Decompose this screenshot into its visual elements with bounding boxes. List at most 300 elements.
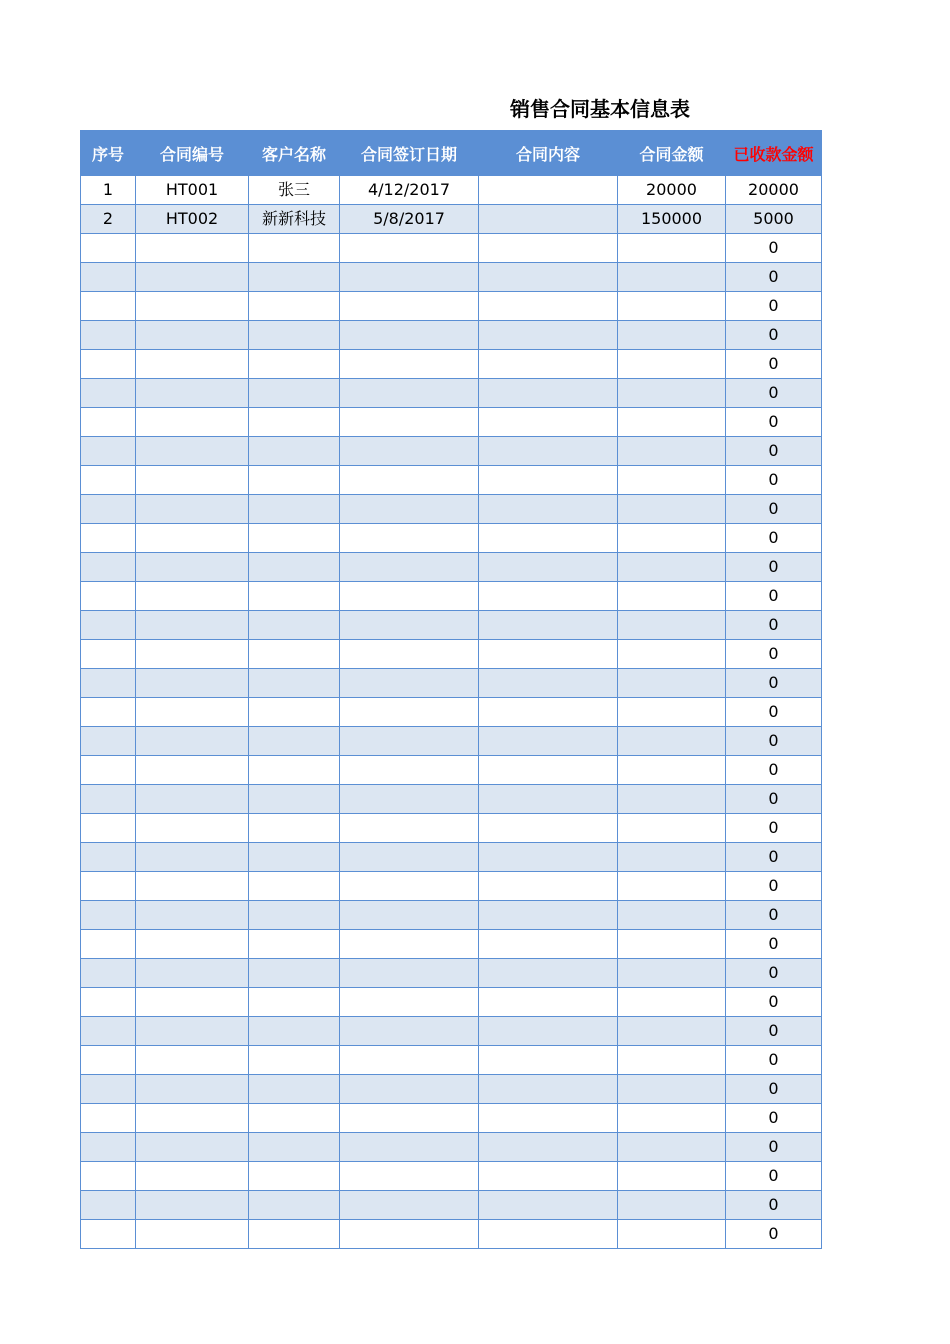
cell-contract-content[interactable] [479, 1075, 618, 1104]
cell-sign-date[interactable] [340, 669, 479, 698]
cell-index[interactable] [81, 466, 136, 495]
cell-index[interactable] [81, 408, 136, 437]
cell-contract-content[interactable] [479, 176, 618, 205]
cell-sign-date[interactable] [340, 930, 479, 959]
table-row [81, 524, 822, 553]
cell-customer-name[interactable] [249, 785, 340, 814]
cell-received-amount[interactable]: 0 [726, 669, 822, 698]
cell-contract-amount[interactable] [618, 408, 726, 437]
cell-index[interactable] [81, 756, 136, 785]
cell-contract-content[interactable] [479, 582, 618, 611]
cell-received-amount[interactable]: 0 [726, 1104, 822, 1133]
cell-contract-content[interactable] [479, 640, 618, 669]
cell-contract-content[interactable] [479, 1046, 618, 1075]
cell-contract-amount[interactable] [618, 263, 726, 292]
cell-sign-date[interactable] [340, 785, 479, 814]
cell-index[interactable] [81, 582, 136, 611]
cell-sign-date[interactable] [340, 988, 479, 1017]
header-row [81, 131, 822, 176]
cell-customer-name[interactable] [249, 901, 340, 930]
cell-index[interactable] [81, 611, 136, 640]
cell-sign-date[interactable] [340, 640, 479, 669]
cell-sign-date[interactable] [340, 959, 479, 988]
cell-received-amount[interactable]: 0 [726, 437, 822, 466]
cell-contract-no[interactable] [136, 756, 249, 785]
cell-contract-no[interactable] [136, 292, 249, 321]
cell-customer-name[interactable] [249, 872, 340, 901]
sheet-title: 销售合同基本信息表 [510, 97, 690, 121]
cell-sign-date[interactable] [340, 350, 479, 379]
cell-contract-amount[interactable] [618, 756, 726, 785]
table-row [81, 408, 822, 437]
cell-contract-content[interactable] [479, 843, 618, 872]
cell-contract-no[interactable] [136, 234, 249, 263]
cell-contract-content[interactable] [479, 727, 618, 756]
cell-customer-name[interactable] [249, 756, 340, 785]
cell-index[interactable] [81, 437, 136, 466]
cell-index[interactable] [81, 959, 136, 988]
cell-received-amount[interactable]: 0 [726, 640, 822, 669]
cell-contract-no[interactable] [136, 698, 249, 727]
cell-contract-amount[interactable] [618, 1220, 726, 1249]
cell-contract-content[interactable] [479, 611, 618, 640]
cell-contract-amount[interactable] [618, 901, 726, 930]
cell-index[interactable] [81, 524, 136, 553]
header-cell-customer-name[interactable]: 客户名称 [249, 131, 340, 176]
cell-received-amount[interactable]: 0 [726, 1075, 822, 1104]
cell-contract-amount[interactable] [618, 785, 726, 814]
cell-received-amount[interactable]: 0 [726, 524, 822, 553]
cell-contract-content[interactable] [479, 321, 618, 350]
cell-contract-content[interactable] [479, 379, 618, 408]
header-cell-contract-no[interactable]: 合同编号 [136, 131, 249, 176]
cell-contract-content[interactable] [479, 437, 618, 466]
cell-index[interactable] [81, 1075, 136, 1104]
cell-customer-name[interactable] [249, 495, 340, 524]
cell-contract-no[interactable] [136, 640, 249, 669]
cell-contract-amount[interactable] [618, 1017, 726, 1046]
cell-received-amount[interactable]: 0 [726, 1017, 822, 1046]
cell-received-amount[interactable]: 0 [726, 1162, 822, 1191]
cell-contract-amount[interactable] [618, 553, 726, 582]
cell-customer-name[interactable] [249, 727, 340, 756]
cell-received-amount[interactable]: 20000 [726, 176, 822, 205]
cell-customer-name[interactable] [249, 640, 340, 669]
cell-contract-no[interactable] [136, 930, 249, 959]
cell-customer-name[interactable] [249, 350, 340, 379]
cell-sign-date[interactable] [340, 234, 479, 263]
table-row [81, 263, 822, 292]
cell-received-amount[interactable]: 0 [726, 350, 822, 379]
table-row [81, 959, 822, 988]
cell-received-amount[interactable]: 0 [726, 814, 822, 843]
cell-contract-no[interactable] [136, 553, 249, 582]
cell-contract-amount[interactable] [618, 959, 726, 988]
cell-contract-content[interactable] [479, 669, 618, 698]
cell-contract-content[interactable] [479, 1104, 618, 1133]
cell-received-amount[interactable]: 0 [726, 872, 822, 901]
cell-customer-name[interactable]: 张三 [249, 176, 340, 205]
cell-received-amount[interactable]: 0 [726, 1046, 822, 1075]
cell-contract-no[interactable] [136, 1162, 249, 1191]
cell-received-amount[interactable]: 0 [726, 785, 822, 814]
cell-contract-content[interactable] [479, 1191, 618, 1220]
cell-contract-amount[interactable] [618, 437, 726, 466]
table-row [81, 495, 822, 524]
cell-sign-date[interactable] [340, 1133, 479, 1162]
cell-customer-name[interactable] [249, 698, 340, 727]
cell-contract-amount[interactable] [618, 698, 726, 727]
table-row [81, 176, 822, 205]
cell-customer-name[interactable] [249, 669, 340, 698]
cell-sign-date[interactable] [340, 901, 479, 930]
cell-contract-amount[interactable] [618, 1104, 726, 1133]
cell-contract-no[interactable] [136, 1133, 249, 1162]
cell-index[interactable] [81, 1162, 136, 1191]
cell-received-amount[interactable]: 0 [726, 611, 822, 640]
cell-contract-no[interactable] [136, 437, 249, 466]
cell-received-amount[interactable]: 5000 [726, 205, 822, 234]
cell-index[interactable] [81, 843, 136, 872]
cell-received-amount[interactable]: 0 [726, 698, 822, 727]
cell-received-amount[interactable]: 0 [726, 901, 822, 930]
cell-sign-date[interactable] [340, 1191, 479, 1220]
cell-received-amount[interactable]: 0 [726, 234, 822, 263]
cell-received-amount[interactable]: 0 [726, 727, 822, 756]
cell-contract-amount[interactable] [618, 321, 726, 350]
cell-received-amount[interactable]: 0 [726, 1220, 822, 1249]
cell-received-amount[interactable]: 0 [726, 959, 822, 988]
cell-contract-content[interactable] [479, 408, 618, 437]
header-cell-contract-content[interactable]: 合同内容 [479, 131, 618, 176]
table-row [81, 292, 822, 321]
cell-contract-content[interactable] [479, 553, 618, 582]
cell-contract-amount[interactable] [618, 727, 726, 756]
table-row [81, 988, 822, 1017]
cell-sign-date[interactable] [340, 379, 479, 408]
cell-contract-no[interactable] [136, 1191, 249, 1220]
table-row [81, 437, 822, 466]
cell-sign-date[interactable] [340, 1162, 479, 1191]
cell-contract-no[interactable] [136, 785, 249, 814]
cell-contract-content[interactable] [479, 350, 618, 379]
cell-sign-date[interactable] [340, 756, 479, 785]
header-cell-received-amount[interactable]: 已收款金额 [726, 131, 822, 176]
table-row [81, 814, 822, 843]
cell-contract-content[interactable] [479, 205, 618, 234]
cell-customer-name[interactable] [249, 1220, 340, 1249]
cell-contract-content[interactable] [479, 263, 618, 292]
cell-index[interactable] [81, 263, 136, 292]
cell-sign-date[interactable]: 5/8/2017 [340, 205, 479, 234]
cell-received-amount[interactable]: 0 [726, 1191, 822, 1220]
cell-contract-amount[interactable] [618, 379, 726, 408]
cell-contract-no[interactable] [136, 959, 249, 988]
cell-contract-content[interactable] [479, 1220, 618, 1249]
cell-contract-no[interactable] [136, 1220, 249, 1249]
cell-index[interactable] [81, 292, 136, 321]
cell-customer-name[interactable] [249, 408, 340, 437]
cell-index[interactable] [81, 727, 136, 756]
cell-customer-name[interactable] [249, 1162, 340, 1191]
cell-sign-date[interactable] [340, 408, 479, 437]
cell-contract-no[interactable] [136, 872, 249, 901]
cell-contract-no[interactable] [136, 1104, 249, 1133]
cell-sign-date[interactable] [340, 1104, 479, 1133]
cell-contract-amount[interactable] [618, 1046, 726, 1075]
cell-contract-content[interactable] [479, 814, 618, 843]
cell-contract-content[interactable] [479, 292, 618, 321]
cell-contract-content[interactable] [479, 1017, 618, 1046]
cell-received-amount[interactable]: 0 [726, 582, 822, 611]
cell-customer-name[interactable] [249, 930, 340, 959]
table-row [81, 669, 822, 698]
cell-contract-content[interactable] [479, 234, 618, 263]
cell-sign-date[interactable] [340, 466, 479, 495]
table-body [81, 176, 822, 1249]
cell-sign-date[interactable] [340, 814, 479, 843]
cell-sign-date[interactable] [340, 727, 479, 756]
cell-sign-date[interactable] [340, 611, 479, 640]
cell-customer-name[interactable] [249, 814, 340, 843]
cell-customer-name[interactable] [249, 959, 340, 988]
cell-contract-content[interactable] [479, 1133, 618, 1162]
cell-sign-date[interactable] [340, 292, 479, 321]
cell-contract-amount[interactable] [618, 930, 726, 959]
table-row [81, 698, 822, 727]
cell-contract-no[interactable] [136, 263, 249, 292]
cell-customer-name[interactable] [249, 379, 340, 408]
table-row [81, 350, 822, 379]
cell-contract-no[interactable] [136, 495, 249, 524]
cell-received-amount[interactable]: 0 [726, 843, 822, 872]
cell-sign-date[interactable] [340, 843, 479, 872]
table-row [81, 466, 822, 495]
cell-index[interactable] [81, 930, 136, 959]
table-row [81, 843, 822, 872]
cell-index[interactable]: 2 [81, 205, 136, 234]
cell-contract-no[interactable] [136, 321, 249, 350]
cell-customer-name[interactable] [249, 1133, 340, 1162]
cell-contract-amount[interactable] [618, 669, 726, 698]
cell-sign-date[interactable] [340, 263, 479, 292]
cell-contract-no[interactable] [136, 901, 249, 930]
cell-index[interactable] [81, 1046, 136, 1075]
table-row [81, 727, 822, 756]
cell-contract-amount[interactable] [618, 350, 726, 379]
cell-customer-name[interactable] [249, 1104, 340, 1133]
cell-received-amount[interactable]: 0 [726, 930, 822, 959]
cell-contract-amount[interactable] [618, 843, 726, 872]
cell-customer-name[interactable] [249, 234, 340, 263]
cell-contract-amount[interactable] [618, 872, 726, 901]
cell-sign-date[interactable] [340, 872, 479, 901]
cell-index[interactable] [81, 1220, 136, 1249]
cell-sign-date[interactable]: 4/12/2017 [340, 176, 479, 205]
table-row [81, 901, 822, 930]
cell-contract-amount[interactable] [618, 1133, 726, 1162]
cell-index[interactable] [81, 872, 136, 901]
table-row [81, 872, 822, 901]
cell-customer-name[interactable] [249, 524, 340, 553]
cell-contract-amount[interactable] [618, 1162, 726, 1191]
cell-received-amount[interactable]: 0 [726, 1133, 822, 1162]
cell-contract-no[interactable] [136, 466, 249, 495]
cell-index[interactable] [81, 1191, 136, 1220]
cell-contract-no[interactable] [136, 1046, 249, 1075]
cell-contract-no[interactable] [136, 1017, 249, 1046]
cell-contract-no[interactable] [136, 524, 249, 553]
table-row [81, 640, 822, 669]
cell-customer-name[interactable] [249, 437, 340, 466]
cell-contract-no[interactable] [136, 350, 249, 379]
table-row [81, 582, 822, 611]
cell-received-amount[interactable]: 0 [726, 379, 822, 408]
cell-customer-name[interactable] [249, 1046, 340, 1075]
cell-customer-name[interactable] [249, 843, 340, 872]
cell-contract-content[interactable] [479, 959, 618, 988]
cell-index[interactable] [81, 669, 136, 698]
cell-index[interactable] [81, 988, 136, 1017]
cell-index[interactable] [81, 379, 136, 408]
cell-sign-date[interactable] [340, 495, 479, 524]
cell-received-amount[interactable]: 0 [726, 466, 822, 495]
cell-customer-name[interactable] [249, 582, 340, 611]
cell-contract-amount[interactable] [618, 640, 726, 669]
cell-contract-content[interactable] [479, 1162, 618, 1191]
cell-index[interactable]: 1 [81, 176, 136, 205]
table-row [81, 756, 822, 785]
cell-contract-content[interactable] [479, 698, 618, 727]
cell-customer-name[interactable] [249, 466, 340, 495]
cell-contract-amount[interactable]: 20000 [618, 176, 726, 205]
cell-contract-content[interactable] [479, 524, 618, 553]
cell-contract-amount[interactable] [618, 988, 726, 1017]
cell-index[interactable] [81, 785, 136, 814]
cell-index[interactable] [81, 350, 136, 379]
cell-contract-amount[interactable] [618, 495, 726, 524]
cell-index[interactable] [81, 901, 136, 930]
cell-contract-no[interactable] [136, 408, 249, 437]
cell-sign-date[interactable] [340, 698, 479, 727]
cell-contract-amount[interactable] [618, 234, 726, 263]
cell-contract-no[interactable] [136, 611, 249, 640]
contract-table [80, 130, 822, 1249]
cell-customer-name[interactable] [249, 611, 340, 640]
cell-index[interactable] [81, 321, 136, 350]
cell-sign-date[interactable] [340, 1046, 479, 1075]
cell-contract-no[interactable] [136, 988, 249, 1017]
cell-contract-no[interactable] [136, 814, 249, 843]
table-row [81, 930, 822, 959]
cell-received-amount[interactable]: 0 [726, 756, 822, 785]
cell-contract-amount[interactable] [618, 1075, 726, 1104]
cell-index[interactable] [81, 1104, 136, 1133]
cell-sign-date[interactable] [340, 1017, 479, 1046]
table-row [81, 785, 822, 814]
cell-contract-amount[interactable] [618, 466, 726, 495]
cell-sign-date[interactable] [340, 582, 479, 611]
cell-received-amount[interactable]: 0 [726, 321, 822, 350]
cell-received-amount[interactable]: 0 [726, 495, 822, 524]
cell-customer-name[interactable] [249, 553, 340, 582]
table-row [81, 1220, 822, 1249]
cell-index[interactable] [81, 640, 136, 669]
table-row [81, 234, 822, 263]
header-cell-contract-amount[interactable]: 合同金额 [618, 131, 726, 176]
cell-contract-no[interactable] [136, 727, 249, 756]
cell-sign-date[interactable] [340, 437, 479, 466]
cell-customer-name[interactable] [249, 1017, 340, 1046]
cell-customer-name[interactable] [249, 292, 340, 321]
cell-contract-content[interactable] [479, 988, 618, 1017]
cell-contract-content[interactable] [479, 930, 618, 959]
cell-customer-name[interactable]: 新新科技 [249, 205, 340, 234]
cell-contract-amount[interactable] [618, 524, 726, 553]
cell-contract-amount[interactable] [618, 582, 726, 611]
cell-contract-amount[interactable] [618, 814, 726, 843]
cell-received-amount[interactable]: 0 [726, 553, 822, 582]
cell-index[interactable] [81, 698, 136, 727]
cell-index[interactable] [81, 234, 136, 263]
cell-contract-content[interactable] [479, 756, 618, 785]
cell-contract-amount[interactable]: 150000 [618, 205, 726, 234]
cell-contract-amount[interactable] [618, 292, 726, 321]
cell-contract-no[interactable]: HT001 [136, 176, 249, 205]
cell-contract-no[interactable] [136, 1075, 249, 1104]
header-cell-index[interactable]: 序号 [81, 131, 136, 176]
cell-index[interactable] [81, 814, 136, 843]
cell-received-amount[interactable]: 0 [726, 988, 822, 1017]
cell-customer-name[interactable] [249, 263, 340, 292]
cell-contract-content[interactable] [479, 785, 618, 814]
cell-contract-no[interactable] [136, 843, 249, 872]
cell-sign-date[interactable] [340, 553, 479, 582]
cell-contract-amount[interactable] [618, 1191, 726, 1220]
table-row [81, 379, 822, 408]
cell-contract-no[interactable] [136, 582, 249, 611]
cell-contract-content[interactable] [479, 495, 618, 524]
table-row [81, 1017, 822, 1046]
cell-contract-no[interactable] [136, 379, 249, 408]
cell-contract-content[interactable] [479, 466, 618, 495]
cell-contract-amount[interactable] [618, 611, 726, 640]
cell-contract-no[interactable]: HT002 [136, 205, 249, 234]
cell-sign-date[interactable] [340, 524, 479, 553]
table-row [81, 1133, 822, 1162]
cell-customer-name[interactable] [249, 1075, 340, 1104]
cell-index[interactable] [81, 495, 136, 524]
cell-customer-name[interactable] [249, 1191, 340, 1220]
table-row [81, 1162, 822, 1191]
cell-index[interactable] [81, 553, 136, 582]
cell-sign-date[interactable] [340, 1075, 479, 1104]
header-cell-sign-date[interactable]: 合同签订日期 [340, 131, 479, 176]
cell-contract-content[interactable] [479, 901, 618, 930]
cell-contract-content[interactable] [479, 872, 618, 901]
table-row [81, 321, 822, 350]
cell-index[interactable] [81, 1017, 136, 1046]
cell-sign-date[interactable] [340, 321, 479, 350]
cell-received-amount[interactable]: 0 [726, 292, 822, 321]
cell-received-amount[interactable]: 0 [726, 263, 822, 292]
cell-sign-date[interactable] [340, 1220, 479, 1249]
cell-customer-name[interactable] [249, 988, 340, 1017]
cell-received-amount[interactable]: 0 [726, 408, 822, 437]
cell-contract-no[interactable] [136, 669, 249, 698]
cell-customer-name[interactable] [249, 321, 340, 350]
cell-index[interactable] [81, 1133, 136, 1162]
